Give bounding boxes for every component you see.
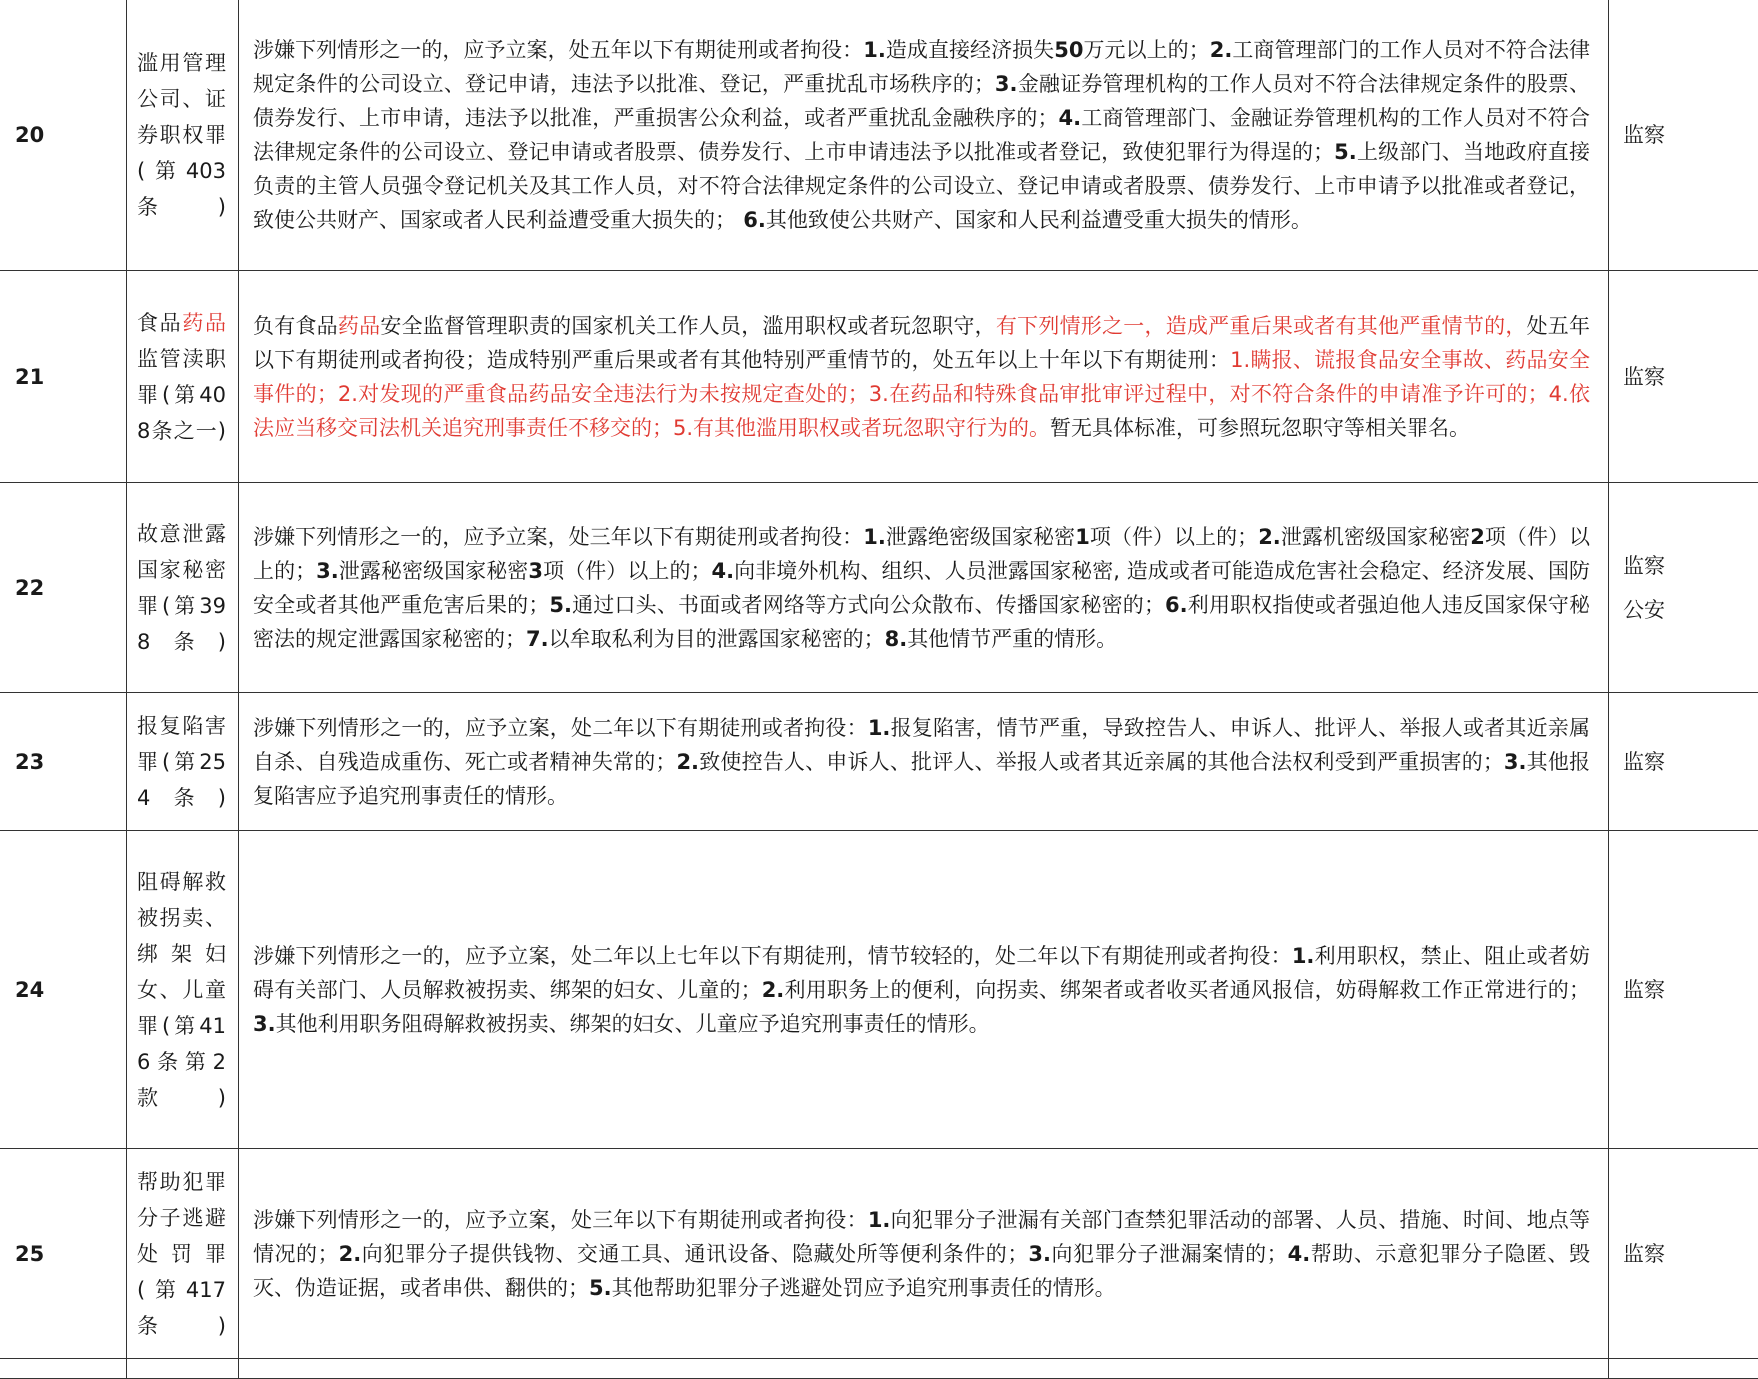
text-segment: 泄露绝密级国家秘密 bbox=[886, 525, 1075, 549]
handling-agency bbox=[1609, 831, 1758, 1149]
item-number: 2 bbox=[1470, 525, 1485, 549]
text-segment: 处五年以下有期徒刑或者拘役；造成特别严重后果或者有其他特别严重情节的，处五年以上十年以下有期徒刑： bbox=[253, 314, 1590, 372]
agency-name: 监察 bbox=[1623, 740, 1758, 784]
item-number: 1. bbox=[863, 38, 886, 62]
text-segment: 上级部门、当地政府直接负责的主管人员强令登记机关及其工作人员，对不符合法律规定条件的公司设立、登记申请或者股票、债券发行、上市申请予以批准或者登记，致使公共财产、国家或者人民利益遭受重大损失的； bbox=[253, 140, 1590, 232]
crime-name: 阻碍解救被拐卖、绑架妇女、儿童罪(第416条第2款) bbox=[127, 831, 239, 1149]
item-number: 2. bbox=[676, 750, 699, 774]
table-row bbox=[0, 483, 1758, 693]
highlighted-text: 药品 bbox=[182, 311, 226, 335]
row-number: 23 bbox=[0, 693, 127, 831]
highlighted-text: 有下列情形之一，造成严重后果或者有其他严重情节的， bbox=[996, 314, 1527, 338]
text-segment: 利用职权，禁止、阻止或者妨碍有关部门、人员解救被拐卖、绑架的妇女、儿童的； bbox=[253, 944, 1590, 1002]
item-number: 2. bbox=[339, 1242, 362, 1266]
item-number: 1. bbox=[868, 1208, 891, 1232]
item-number: 3 bbox=[528, 559, 543, 583]
text-segment: 其他利用职务阻碍解救被拐卖、绑架的妇女、儿童应予追究刑事责任的情形。 bbox=[276, 1012, 990, 1036]
row-number: 22 bbox=[0, 483, 127, 693]
text-segment: 其他帮助犯罪分子逃避处罚应予追究刑事责任的情形。 bbox=[612, 1276, 1116, 1300]
text-segment: 项（件）以上的； bbox=[1090, 525, 1258, 549]
text-segment: 安全监督管理职责的国家机关工作人员，滥用职权或者玩忽职守， bbox=[380, 314, 996, 338]
item-number: 7. bbox=[526, 627, 549, 651]
item-number: 4. bbox=[712, 559, 735, 583]
case-criteria bbox=[239, 693, 1609, 831]
item-number: 3. bbox=[995, 72, 1018, 96]
item-number: 6. bbox=[736, 208, 766, 232]
text-segment: 向犯罪分子泄漏有关部门查禁犯罪活动的部署、人员、措施、时间、地点等情况的； bbox=[253, 1208, 1590, 1266]
row-number: 25 bbox=[0, 1149, 127, 1359]
text-segment: 涉嫌下列情形之一的，应予立案，处二年以下有期徒刑或者拘役： bbox=[253, 716, 868, 740]
case-criteria bbox=[239, 483, 1609, 693]
handling-agency bbox=[1609, 1149, 1758, 1359]
row-number: 20 bbox=[0, 0, 127, 271]
table-row bbox=[0, 1149, 1758, 1359]
text-segment: 食品 bbox=[137, 311, 182, 335]
handling-agency bbox=[1609, 693, 1758, 831]
item-number: 3. bbox=[1028, 1242, 1051, 1266]
text-segment: 万元以上的； bbox=[1083, 38, 1209, 62]
item-number: 4. bbox=[1059, 106, 1082, 130]
item-number: 5. bbox=[589, 1276, 612, 1300]
text-segment: 其他致使公共财产、国家和人民利益遭受重大损失的情形。 bbox=[766, 208, 1312, 232]
item-number: 3. bbox=[253, 1012, 276, 1036]
item-number: 4. bbox=[1288, 1242, 1311, 1266]
text-segment: 其他情节严重的情形。 bbox=[907, 627, 1117, 651]
crime-name bbox=[127, 271, 239, 483]
text-segment: 报复陷害，情节严重，导致控告人、申诉人、批评人、举报人或者其近亲属自杀、自残造成重伤、死亡或者精神失常的； bbox=[253, 716, 1590, 774]
text-segment: 工商管理部门的工作人员对不符合法律规定条件的公司设立、登记申请，违法予以批准、登记，严重扰乱市场秩序的； bbox=[253, 38, 1590, 96]
text-segment: 监管渎职罪(第408条之一) bbox=[137, 347, 226, 443]
text-segment: 暂无具体标准，可参照玩忽职守等相关罪名。 bbox=[1050, 416, 1470, 440]
text-segment: 项（件）以上的； bbox=[253, 525, 1590, 583]
highlighted-text: 1.瞒报、谎报食品安全事故、药品安全事件的；2.对发现的严重食品药品安全违法行为未按规定查处的；3.在药品和特殊食品审批审评过程中，对不符合条件的申请准予许可的；4.依法应当移交司法机关追究刑事责任不移交的；5.有其他滥用职权或者玩忽职守行为的。 bbox=[253, 348, 1590, 440]
text-segment: 向犯罪分子泄漏案情的； bbox=[1051, 1242, 1288, 1266]
text-segment: 利用职权指使或者强迫他人违反国家保守秘密法的规定泄露国家秘密的； bbox=[253, 593, 1590, 651]
handling-agency bbox=[1609, 483, 1758, 693]
item-number: 1. bbox=[868, 716, 891, 740]
table-row bbox=[0, 271, 1758, 483]
item-number: 6. bbox=[1165, 593, 1188, 617]
item-number: 2. bbox=[1258, 525, 1281, 549]
item-number: 1 bbox=[1075, 525, 1090, 549]
crime-name: 报复陷害罪(第254条) bbox=[127, 693, 239, 831]
handling-agency bbox=[1609, 0, 1758, 271]
text-segment: 其他报复陷害应予追究刑事责任的情形。 bbox=[253, 750, 1590, 808]
table-row bbox=[0, 831, 1758, 1149]
item-number: 2. bbox=[762, 978, 785, 1002]
table-row-partial bbox=[0, 1359, 1758, 1379]
item-number: 5. bbox=[1334, 140, 1357, 164]
case-criteria bbox=[239, 0, 1609, 271]
text-segment: 泄露秘密级国家秘密 bbox=[339, 559, 529, 583]
text-segment: 涉嫌下列情形之一的，应予立案，处三年以下有期徒刑或者拘役： bbox=[253, 525, 863, 549]
agency-name: 监察 bbox=[1623, 113, 1758, 157]
crime-name: 故意泄露国家秘密罪(第398条) bbox=[127, 483, 239, 693]
table-row bbox=[0, 693, 1758, 831]
item-number: 1. bbox=[863, 525, 886, 549]
agency-name: 监察 bbox=[1623, 1232, 1758, 1276]
item-number: 50 bbox=[1054, 38, 1083, 62]
text-segment: 造成直接经济损失 bbox=[886, 38, 1054, 62]
item-number: 2. bbox=[1210, 38, 1233, 62]
agency-name: 监察 bbox=[1623, 968, 1758, 1012]
row-number: 21 bbox=[0, 271, 127, 483]
agency-name: 公安 bbox=[1623, 588, 1758, 632]
text-segment: 项（件）以上的； bbox=[543, 559, 712, 583]
text-segment: 涉嫌下列情形之一的，应予立案，处二年以上七年以下有期徒刑，情节较轻的，处二年以下有期徒刑或者拘役： bbox=[253, 944, 1292, 968]
item-number: 1. bbox=[1292, 944, 1315, 968]
item-number: 8. bbox=[885, 627, 908, 651]
case-criteria bbox=[239, 831, 1609, 1149]
text-segment: 涉嫌下列情形之一的，应予立案，处五年以下有期徒刑或者拘役： bbox=[253, 38, 863, 62]
highlighted-text: 药品 bbox=[338, 314, 380, 338]
text-segment: 金融证券管理机构的工作人员对不符合法律规定条件的股票、债券发行、上市申请，违法予以批准，严重损害公众利益，或者严重扰乱金融秩序的； bbox=[253, 72, 1590, 130]
text-segment: 致使控告人、申诉人、批评人、举报人或者其近亲属的其他合法权利受到严重损害的； bbox=[699, 750, 1504, 774]
item-number: 5. bbox=[549, 593, 572, 617]
text-segment: 通过口头、书面或者网络等方式向公众散布、传播国家秘密的； bbox=[572, 593, 1165, 617]
table-row bbox=[0, 0, 1758, 271]
crime-name: 滥用管理公司、证券职权罪(第403条) bbox=[127, 0, 239, 271]
handling-agency bbox=[1609, 271, 1758, 483]
text-segment: 帮助、示意犯罪分子隐匿、毁灭、伪造证据，或者串供、翻供的； bbox=[253, 1242, 1590, 1300]
item-number: 3. bbox=[1504, 750, 1527, 774]
text-segment: 利用职务上的便利，向拐卖、绑架者或者收买者通风报信，妨碍解救工作正常进行的； bbox=[784, 978, 1590, 1002]
crime-name: 帮助犯罪分子逃避处罚罪(第417条) bbox=[127, 1149, 239, 1359]
case-criteria bbox=[239, 271, 1609, 483]
agency-name: 监察 bbox=[1623, 544, 1758, 588]
text-segment: 泄露机密级国家秘密 bbox=[1281, 525, 1470, 549]
agency-name: 监察 bbox=[1623, 355, 1758, 399]
text-segment: 工商管理部门、金融证券管理机构的工作人员对不符合法律规定条件的公司设立、登记申请或者股票、债券发行、上市申请违法予以批准或者登记，致使犯罪行为得逞的； bbox=[253, 106, 1590, 164]
text-segment: 涉嫌下列情形之一的，应予立案，处三年以下有期徒刑或者拘役： bbox=[253, 1208, 868, 1232]
text-segment: 向非境外机构、组织、人员泄露国家秘密, 造成或者可能造成危害社会稳定、经济发展、国防安全或者其他严重危害后果的； bbox=[253, 559, 1590, 617]
row-number: 24 bbox=[0, 831, 127, 1149]
case-criteria bbox=[239, 1149, 1609, 1359]
text-segment: 向犯罪分子提供钱物、交通工具、通讯设备、隐藏处所等便利条件的； bbox=[361, 1242, 1028, 1266]
text-segment: 以牟取私利为目的泄露国家秘密的； bbox=[549, 627, 885, 651]
item-number: 3. bbox=[316, 559, 339, 583]
text-segment: 负有食品 bbox=[253, 314, 338, 338]
